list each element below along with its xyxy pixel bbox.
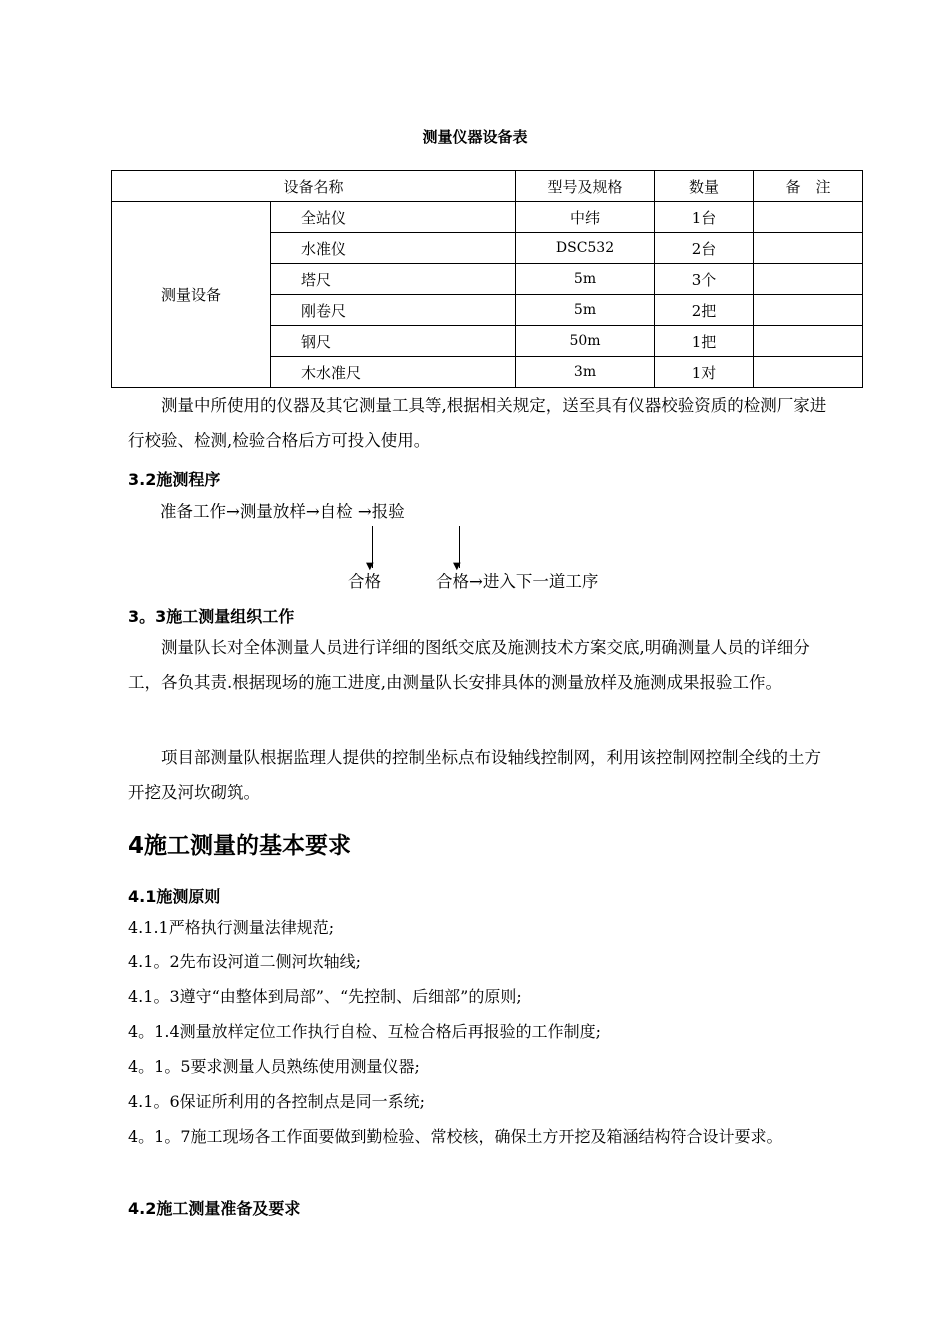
- row-qty: 2台: [655, 233, 754, 264]
- row-note: [754, 295, 863, 326]
- row-qty: 3个: [655, 264, 754, 295]
- flow-arrowhead-2: ▼: [453, 561, 461, 572]
- row-note: [754, 326, 863, 357]
- table-title: 测量仪器设备表: [422, 128, 528, 146]
- list-item: 4。1。5要求测量人员熟练使用测量仪器;: [128, 1057, 420, 1076]
- row-note: [754, 233, 863, 264]
- flow-arrowhead-1: ▼: [366, 561, 374, 572]
- row-note: [754, 264, 863, 295]
- flow-line-main: 准备工作→测量放样→自检 →报验: [160, 502, 405, 521]
- row-qty: 1对: [655, 357, 754, 388]
- flow-pass-1: 合格: [348, 572, 381, 591]
- header-note: 备 注: [754, 171, 863, 202]
- row-qty: 1把: [655, 326, 754, 357]
- list-item: 4。1.4测量放样定位工作执行自检、互检合格后再报验的工作制度;: [128, 1022, 602, 1041]
- section-heading-4-1: 4.1施测原则: [128, 887, 221, 906]
- list-item: 4.1。3遵守“由整体到局部”、“先控制、后细部”的原则;: [128, 987, 522, 1006]
- row-name: 全站仪: [271, 202, 516, 233]
- row-name: 刚卷尺: [271, 295, 516, 326]
- table-header-row: [112, 171, 863, 202]
- row-model: 5m: [516, 295, 655, 326]
- row-qty: 2把: [655, 295, 754, 326]
- row-note: [754, 202, 863, 233]
- row-model: 中纬: [516, 202, 655, 233]
- paragraph-instrument-calibration: 测量中所使用的仪器及其它测量工具等,根据相关规定，送至具有仪器校验资质的检测厂家进行校验、检测,检验合格后方可投入使用。: [128, 396, 827, 450]
- chapter-heading-4: 4施工测量的基本要求: [128, 833, 352, 859]
- row-qty: 1台: [655, 202, 754, 233]
- row-model: 3m: [516, 357, 655, 388]
- category-cell: 测量设备: [112, 202, 271, 388]
- section-heading-3-2: 3.2施测程序: [128, 470, 221, 489]
- row-name: 水准仪: [271, 233, 516, 264]
- header-model: 型号及规格: [516, 171, 655, 202]
- paragraph-control-network: 项目部测量队根据监理人提供的控制坐标点布设轴线控制网，利用该控制网控制全线的土方开挖及河坎砌筑。: [128, 748, 821, 802]
- list-item: 4.1。6保证所利用的各控制点是同一系统;: [128, 1092, 426, 1111]
- list-item: 4.1.1严格执行测量法律规范;: [128, 918, 335, 937]
- list-item: 4.1。2先布设河道二侧河坎轴线;: [128, 952, 362, 971]
- section-heading-3-3: 3。3施工测量组织工作: [128, 607, 295, 626]
- header-qty: 数量: [655, 171, 754, 202]
- list-item: 4。1。7施工现场各工作面要做到勤检验、常校核，确保土方开挖及箱涵结构符合设计要求。: [128, 1127, 783, 1146]
- equipment-table: [111, 170, 863, 388]
- section-heading-4-2: 4.2施工测量准备及要求: [128, 1199, 301, 1218]
- row-name: 塔尺: [271, 264, 516, 295]
- paragraph-team-organization: 测量队长对全体测量人员进行详细的图纸交底及施测技术方案交底,明确测量人员的详细分工，各负其责.根据现场的施工进度,由测量队长安排具体的测量放样及施测成果报验工作。: [128, 638, 810, 692]
- row-name: 木水准尺: [271, 357, 516, 388]
- row-note: [754, 357, 863, 388]
- flow-pass-2: 合格→进入下一道工序: [436, 572, 599, 591]
- row-model: DSC532: [516, 233, 655, 264]
- row-name: 钢尺: [271, 326, 516, 357]
- table-row: [112, 202, 863, 233]
- row-model: 5m: [516, 264, 655, 295]
- header-name: 设备名称: [112, 171, 516, 202]
- row-model: 50m: [516, 326, 655, 357]
